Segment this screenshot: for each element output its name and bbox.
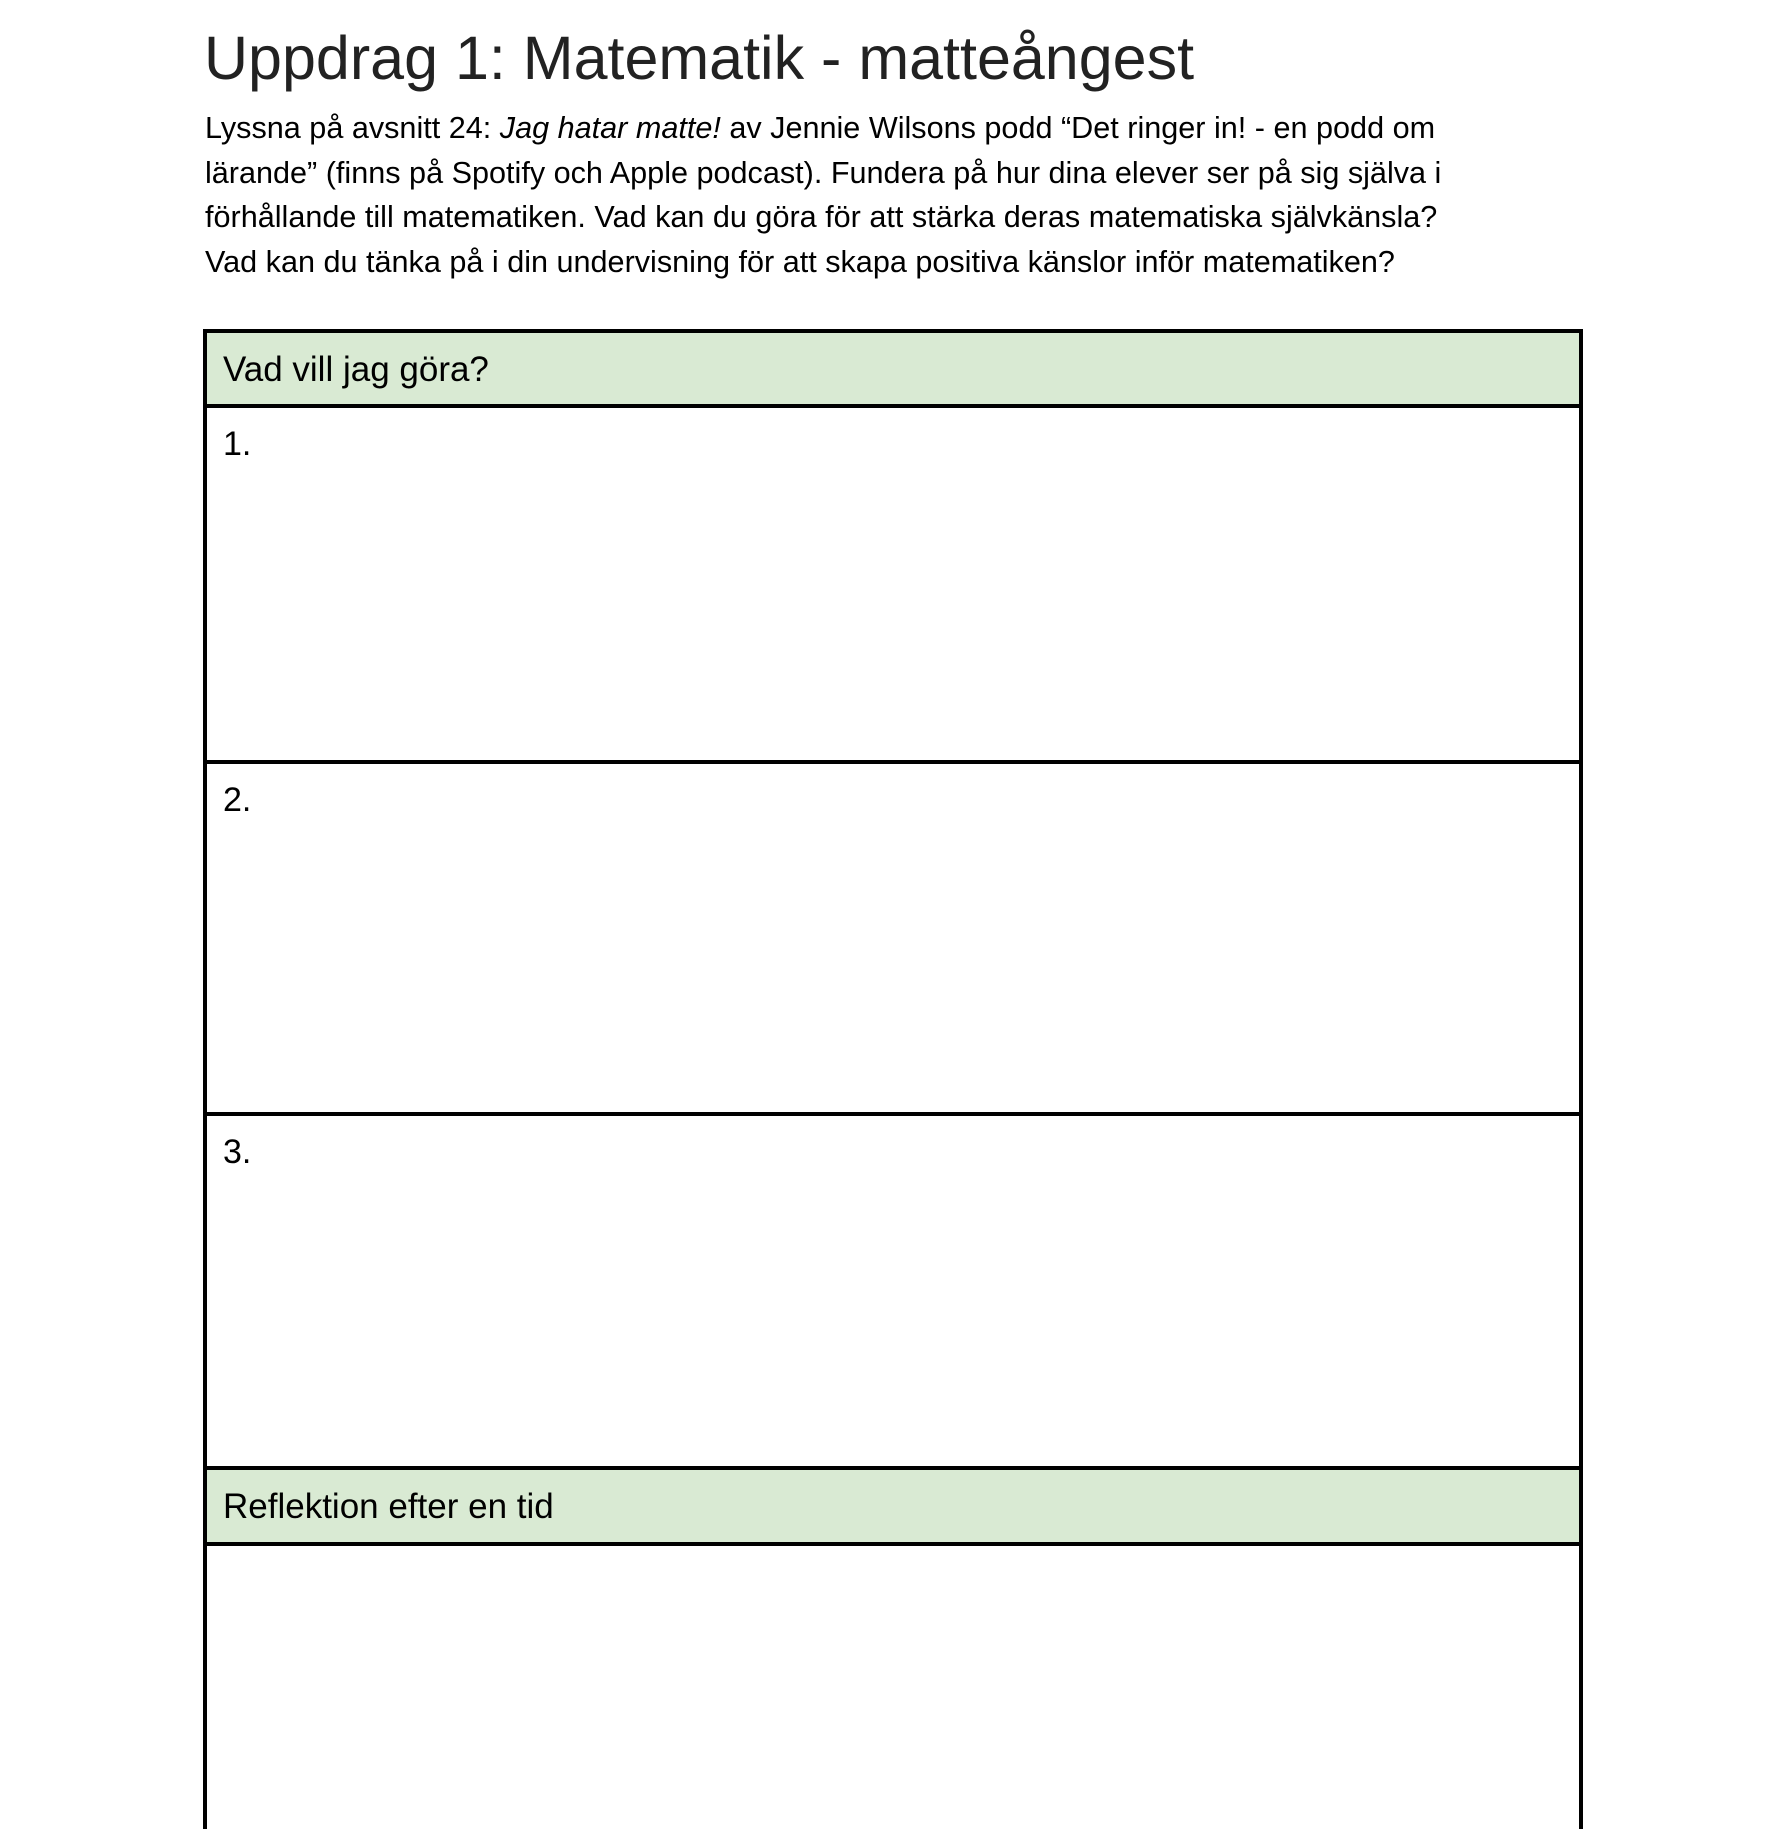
- episode-title: Jag hatar matte!: [499, 111, 721, 145]
- plan-table: [203, 329, 1583, 1829]
- row-3-label: 3.: [223, 1133, 252, 1171]
- table-row-2[interactable]: [207, 760, 1579, 1112]
- table-row-1[interactable]: [207, 404, 1579, 760]
- row-1-label: 1.: [223, 425, 252, 463]
- header-reflection: [207, 1466, 1579, 1542]
- intro-line-1-suffix: av Jennie Wilsons podd “Det ringer in! - en podd om: [720, 111, 1436, 145]
- intro-line-4: Vad kan du tänka på i din undervisning för att skapa positiva känslor inför matematiken?: [205, 244, 1395, 279]
- table-row-3[interactable]: [207, 1112, 1579, 1466]
- row-2-label: 2.: [223, 781, 252, 819]
- header-reflection-label: Reflektion efter en tid: [223, 1487, 554, 1526]
- intro-paragraph: [205, 106, 1441, 284]
- intro-line-2: lärande” (finns på Spotify och Apple podcast). Fundera på hur dina elever ser på sig själva i: [205, 155, 1442, 190]
- page-title: Uppdrag 1: Matematik - matteångest: [204, 24, 1195, 92]
- header-what-to-do-label: Vad vill jag göra?: [223, 350, 489, 389]
- reflection-cell[interactable]: [207, 1542, 1579, 1842]
- intro-line-1: [205, 106, 1441, 151]
- header-what-to-do: [207, 333, 1579, 404]
- intro-line-3: förhållande till matematiken. Vad kan du göra för att stärka deras matematiska självkänsla?: [205, 200, 1438, 235]
- intro-line-1-prefix: Lyssna på avsnitt 24:: [205, 111, 500, 145]
